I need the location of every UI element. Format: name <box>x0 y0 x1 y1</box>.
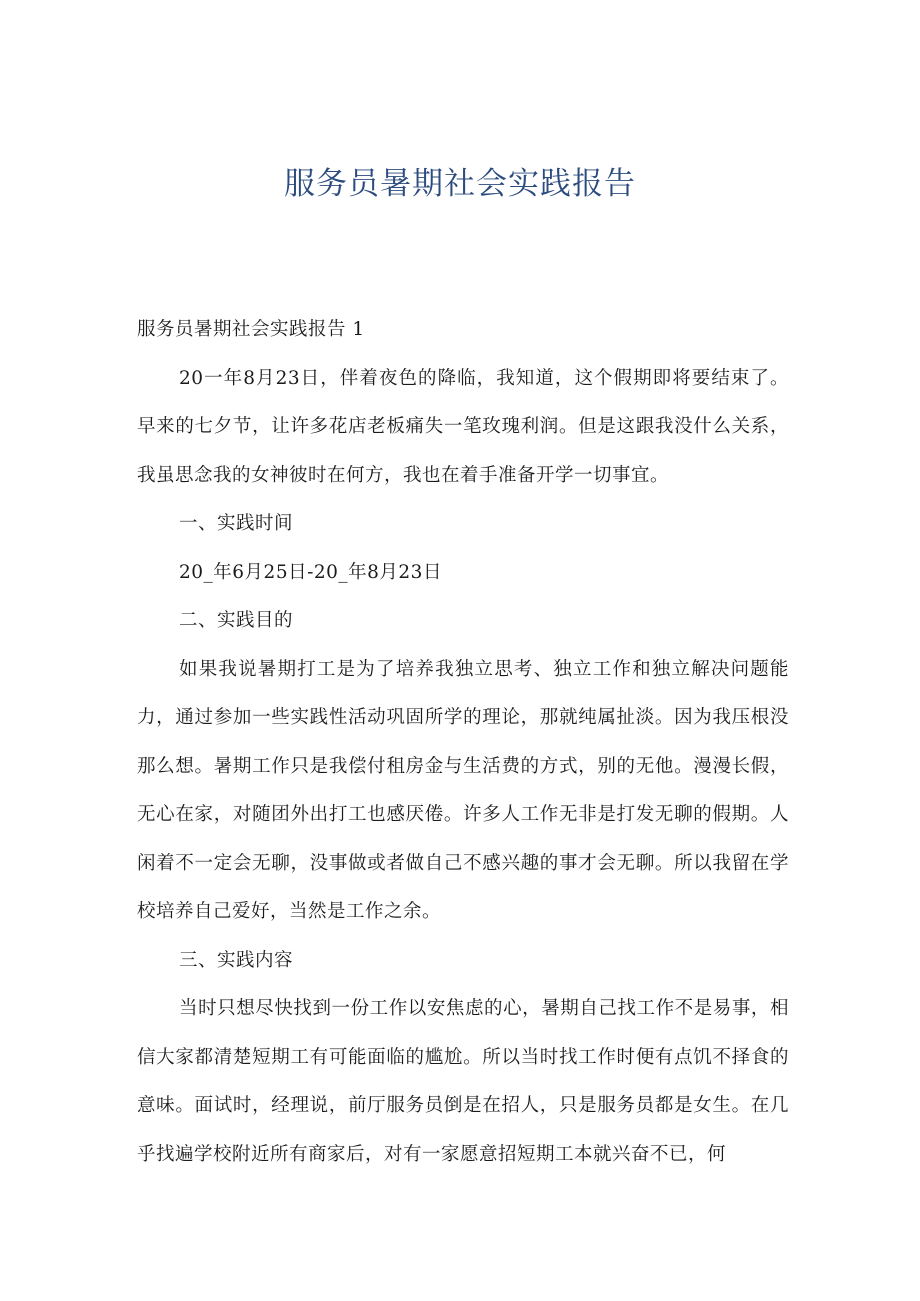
section-heading-time: 一、实践时间 <box>179 513 294 534</box>
document-title: 服务员暑期社会实践报告 <box>284 166 636 202</box>
section-heading-content: 三、实践内容 <box>179 949 294 971</box>
section-heading-purpose: 二、实践目的 <box>179 610 294 631</box>
report-subtitle: 服务员暑期社会实践报告 1 <box>137 319 365 340</box>
practice-purpose-paragraph: 如果我说暑期打工是为了培养我独立思考、独立工作和独立解决问题能力，通过参加一些实践性活动巩固所学的理论，那就纯属扯淡。因为我压根没那么想。暑期工作只是我偿付租房金与生活费的方式，别的无他。漫漫长假，无心在家，对随团外出打工也感厌倦。许多人工作无非是打发无聊的假期。人闲着不一定会无聊，没事做或者做自己不感兴趣的事才会无聊。所以我留在学校培养自己爱好，当然是工作之余。 <box>137 658 789 922</box>
document-body <box>137 306 789 1179</box>
practice-content-paragraph: 当时只想尽快找到一份工作以安焦虑的心，暑期自己找工作不是易事，相信大家都清楚短期工有可能面临的尴尬。所以当时找工作时便有点饥不择食的意味。面试时，经理说，前厅服务员倒是在招人，只是服务员都是女生。在几乎找遍学校附近所有商家后，对有一家愿意招短期工本就兴奋不已，何 <box>137 998 789 1165</box>
intro-paragraph: 20一年8月23日，伴着夜色的降临，我知道，这个假期即将要结束了。早来的七夕节，让许多花店老板痛失一笔玫瑰利润。但是这跟我没什么关系，我虽思念我的女神彼时在何方，我也在着手准备开学一切事宜。 <box>137 367 789 486</box>
practice-time-paragraph: 20_年6月25日-20_年8月23日 <box>179 561 442 583</box>
